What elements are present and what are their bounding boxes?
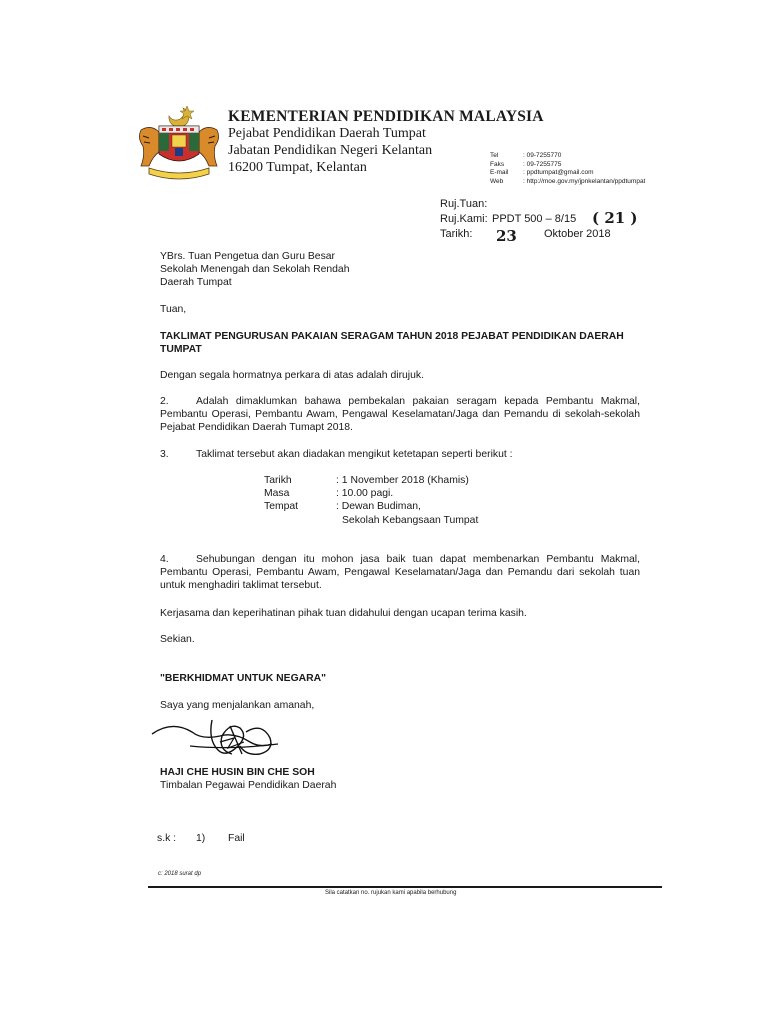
para2-line3: Pejabat Pendidikan Daerah Tumapt 2018. — [160, 422, 353, 433]
para4-line2: Pembantu Operasi, Pembantu Awam, Pengawal Keselamatan/Jaga dan Pemandu dari sekolah tuan — [160, 567, 640, 578]
handwritten-signature — [150, 712, 310, 768]
faks-value: : 09-7255775 — [523, 160, 562, 168]
opening-sentence: Dengan segala hormatnya perkara di atas adalah dirujuk. — [160, 370, 424, 381]
detail-masa-value: : 10.00 pagi. — [336, 488, 394, 499]
office-name: Pejabat Pendidikan Daerah Tumpat — [228, 126, 426, 141]
tarikh-handwritten-day: 23 — [496, 227, 517, 245]
file-reference: c: 2018 surat dp — [158, 871, 202, 877]
recipient-line3: Daerah Tumpat — [160, 277, 232, 288]
para2-number: 2. — [160, 396, 169, 407]
tarikh-month-year: Oktober 2018 — [544, 228, 611, 240]
motto: "BERKHIDMAT UNTUK NEGARA" — [160, 673, 327, 684]
detail-tempat-value: : Dewan Budiman, — [336, 501, 421, 512]
para4-number: 4. — [160, 554, 169, 565]
sk-label: s.k : — [157, 833, 177, 844]
contact-labels — [490, 152, 508, 186]
trust-line: Saya yang menjalankan amanah, — [160, 700, 315, 711]
ministry-name: KEMENTERIAN PENDIDIKAN MALAYSIA — [228, 108, 544, 125]
web-value: : http://moe.gov.my/jpnkelantan/ppdtumpat — [523, 177, 646, 185]
salutation: Tuan, — [160, 304, 187, 315]
tarikh-label: Tarikh: — [440, 228, 473, 240]
para3-number: 3. — [160, 449, 169, 460]
email-value: : ppdtumpat@gmail.com — [523, 169, 594, 176]
para2-line2: Pembantu Operasi, Pembantu Awam, Pengawal Keselamatan/Jaga dan Pemandu di sekolah-sekolah — [160, 409, 640, 420]
para2-line1: Adalah dimaklumkan bahawa pembekalan pakaian seragam kepada Pembantu Makmal, — [196, 396, 640, 407]
coat-of-arms-logo — [135, 102, 223, 182]
ruj-kami-value: PPDT 500 – 8/15 — [492, 213, 577, 225]
footer-divider — [148, 886, 662, 888]
detail-tarikh-label: Tarikh — [264, 475, 292, 486]
signatory-title: Timbalan Pegawai Pendidikan Daerah — [160, 780, 337, 791]
closing-sekian: Sekian. — [160, 634, 195, 645]
para4-line1: Sehubungan dengan itu mohon jasa baik tuan dapat membenarkan Pembantu Makmal, — [196, 554, 640, 565]
ruj-tuan: Ruj.Tuan: — [440, 198, 488, 210]
tel-label: Tel — [490, 152, 499, 159]
faks-label: Faks — [490, 160, 505, 168]
footer-note: Sila catatkan no. rujukan kami apabila berhubung — [325, 890, 457, 896]
para3-text: Taklimat tersebut akan diadakan mengikut ketetapan seperti berikut : — [196, 449, 513, 460]
subject-line2: TUMPAT — [160, 344, 202, 355]
detail-tempat-line2: Sekolah Kebangsaan Tumpat — [342, 515, 479, 526]
detail-tarikh-value: : 1 November 2018 (Khamis) — [336, 475, 469, 486]
web-label: Web — [490, 177, 504, 185]
subject-line1: TAKLIMAT PENGURUSAN PAKAIAN SERAGAM TAHUN 2018 PEJABAT PENDIDIKAN DAERAH — [160, 331, 624, 342]
contact-values — [523, 152, 645, 186]
sk-value: Fail — [228, 833, 245, 844]
thanks-sentence: Kerjasama dan keperihatinan pihak tuan didahului dengan ucapan terima kasih. — [160, 608, 527, 619]
ruj-kami-label: Ruj.Kami: — [440, 213, 488, 225]
postal-address: 16200 Tumpat, Kelantan — [228, 160, 367, 175]
ruj-kami-handwritten-number: ( 21 ) — [592, 209, 638, 227]
para4-line3: untuk menghadiri taklimat tersebut. — [160, 580, 322, 591]
tel-value: : 09-7255770 — [523, 152, 562, 159]
detail-masa-label: Masa — [264, 488, 290, 499]
recipient-line1: YBrs. Tuan Pengetua dan Guru Besar — [160, 251, 336, 262]
signatory-name: HAJI CHE HUSIN BIN CHE SOH — [160, 767, 315, 778]
sk-number: 1) — [196, 833, 206, 844]
detail-tempat-label: Tempat — [264, 501, 299, 512]
recipient-line2: Sekolah Menengah dan Sekolah Rendah — [160, 264, 350, 275]
email-label: E-mail — [490, 169, 509, 176]
department-name: Jabatan Pendidikan Negeri Kelantan — [228, 143, 433, 158]
